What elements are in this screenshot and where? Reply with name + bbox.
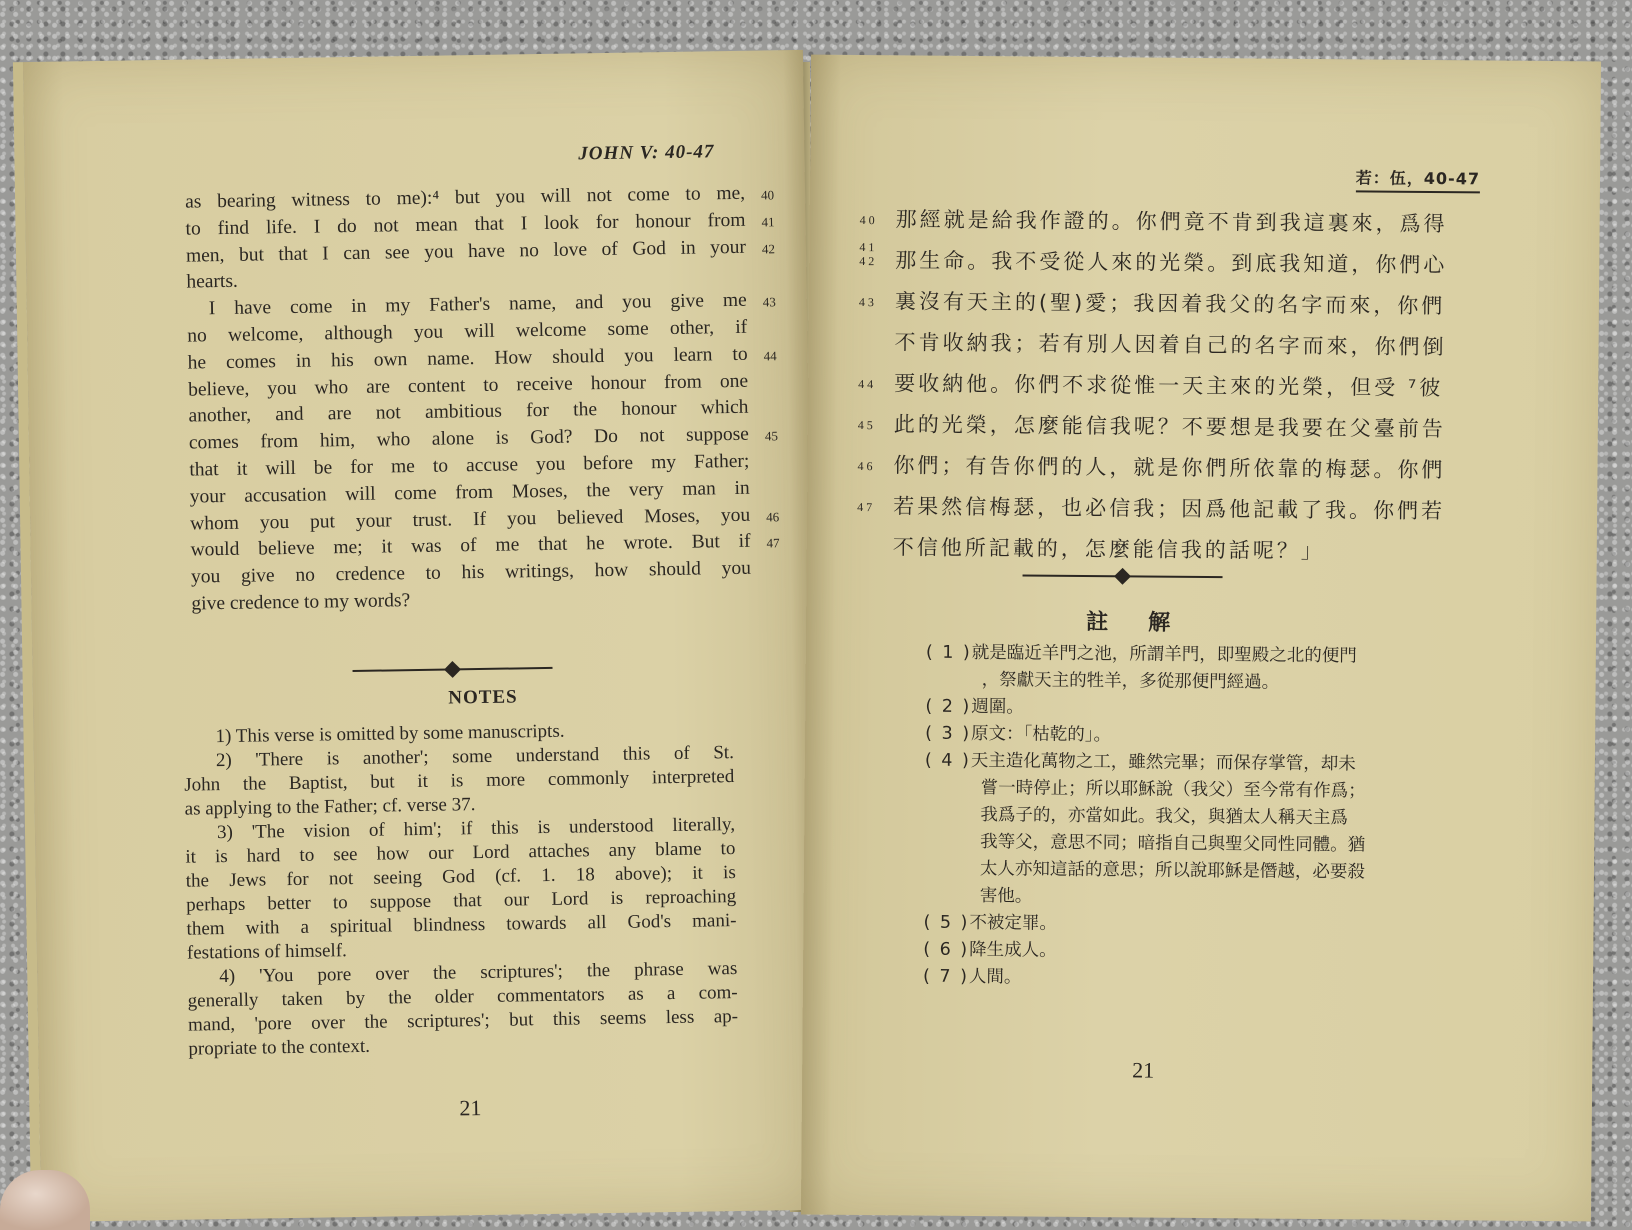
- line-text: your accusation will come from Moses, the very man in: [190, 478, 750, 508]
- running-head-right: 若：伍，40-47: [1356, 165, 1480, 193]
- chinese-line: [857, 445, 1417, 491]
- note-label: ( 5 ): [923, 913, 969, 933]
- line-text: 那經就是給我作證的。你們竟不肯到我這裏來，爲得: [896, 207, 1448, 236]
- chinese-notes-list: [923, 640, 1446, 996]
- line-text: whom you put your trust. If you believed Moses, you: [190, 504, 750, 534]
- line-text: 不肯收納我；若有別人因着自己的名字而來，你們倒: [894, 330, 1446, 359]
- note-line: 2) 'There is another'; some understand this of St.: [184, 741, 734, 774]
- line-text: 若果然信梅瑟，也必信我；因爲他記載了我。你們若: [893, 494, 1445, 523]
- note-line: 4) 'You pore over the scriptures'; the phrase was: [187, 957, 737, 990]
- notes-list: [183, 717, 738, 1062]
- english-text: [185, 181, 752, 618]
- line-text: you give no credence to his writings, how should you: [191, 558, 751, 588]
- note-text: 天主造化萬物之工，雖然完畢；而保存掌管，却未: [971, 751, 1356, 774]
- line-text: 你們；有告你們的人，就是你們所依靠的梅瑟。你們: [893, 453, 1445, 482]
- chinese-line: [859, 199, 1419, 245]
- right-page: [801, 55, 1601, 1222]
- chinese-line: [858, 404, 1418, 450]
- verse-number: 47: [857, 500, 875, 514]
- line-text: I have come in my Father's name, and you give me: [209, 290, 747, 319]
- verse-number: 42: [762, 236, 786, 263]
- note-line: 1) This verse is omitted by some manuscripts.: [183, 717, 733, 750]
- note-line: 3) 'The vision of him'; if this is understood literally,: [185, 813, 735, 846]
- line-text: 此的光榮，怎麼能信我呢？不要想是我要在父臺前告: [894, 412, 1446, 441]
- verse-number: 43: [859, 295, 877, 309]
- chinese-text: [857, 199, 1420, 573]
- verse-number: 41: [761, 209, 785, 236]
- line-text: 不信他所記載的，怎麼能信我的話呢？」: [893, 535, 1325, 563]
- note-line: them with a spiritual blindness towards all God's mani-: [186, 909, 736, 942]
- line-text: as bearing witness to me):⁴ but you will not come to me,: [185, 183, 745, 213]
- note-label: ( 1 ): [926, 643, 972, 663]
- line-text: believe, you who are content to receive honour from one: [188, 370, 748, 400]
- line-text: no welcome, although you will welcome some other, if: [187, 317, 747, 347]
- line-text: 裏沒有天主的(聖)愛；我因着我父的名字而來，你們: [895, 289, 1446, 318]
- note-label: ( 2 ): [925, 697, 971, 717]
- line-text: another, and are not ambitious for the honour which: [188, 397, 748, 427]
- line-text: comes from him, who alone is God? Do not suppose: [189, 424, 749, 454]
- note-line: generally taken by the older commentators as a com-: [188, 981, 738, 1014]
- note-text: ，祭獻天主的牲羊，多從那便門經過。: [982, 670, 1280, 693]
- running-head-left: JOHN V: 40-47: [578, 141, 714, 165]
- notes-heading: NOTES: [363, 685, 603, 711]
- note-text: 我等父，意思不同；暗指自己與聖父同性同體。猶: [980, 832, 1365, 855]
- note-text: 降生成人。: [969, 940, 1057, 961]
- note-text: 嘗一時停止；所以耶穌說（我父）至今常有作爲；: [981, 778, 1366, 801]
- note-text: 人間。: [969, 967, 1022, 987]
- note-line: perhaps better to suppose that our Lord is reproaching: [186, 885, 736, 918]
- page-number-right: 21: [1132, 1057, 1154, 1083]
- line-text: give credence to my words?: [191, 590, 410, 614]
- note-line: as applying to the Father; cf. verse 37.: [185, 789, 735, 822]
- line-text: would believe me; it was of me that he wrote. But if: [190, 531, 750, 561]
- note-text: 不被定罪。: [969, 913, 1057, 934]
- note-line: mand, 'pore over the scriptures'; but this seems less ap-: [188, 1005, 738, 1038]
- page-number-left: 21: [459, 1095, 481, 1121]
- notes-heading-chinese: 註解: [1086, 605, 1210, 637]
- chinese-line: [857, 527, 1417, 573]
- verse-number: 47: [766, 530, 790, 557]
- note-line: festations of himself.: [187, 933, 737, 966]
- verse-number: 40: [860, 213, 878, 227]
- note-text: 我爲子的，亦當如此。我父，與猶太人稱天主爲: [980, 805, 1348, 828]
- note-line: propriate to the context.: [188, 1029, 738, 1062]
- verse-number: 45: [765, 423, 789, 450]
- verse-number: 46: [766, 504, 790, 531]
- line-text: men, but that I can see you have no love of God in your: [186, 236, 746, 266]
- chinese-note-line: [923, 964, 1443, 996]
- note-text: 原文：「枯乾的」。: [971, 724, 1111, 745]
- note-label: ( 4 ): [925, 751, 971, 771]
- note-line: it is hard to see how our Lord attaches any blame to: [185, 837, 735, 870]
- line-text: that it will be for me to accuse you before my Father;: [189, 451, 749, 481]
- note-label: ( 6 ): [923, 940, 969, 960]
- note-text: 太人亦知這話的意思；所以說耶穌是僭越，必要殺: [980, 859, 1365, 882]
- verse-number: 41 42: [859, 240, 877, 268]
- verse-number: 44: [858, 377, 876, 391]
- note-line: the Jews for not seeing God (cf. 1. 18 above); it is: [186, 861, 736, 894]
- line-text: 要收納他。你們不求從惟一天主來的光榮，但受 ⁷彼: [894, 371, 1443, 400]
- verse-number: 43: [763, 289, 787, 316]
- line-text: hearts.: [186, 271, 238, 293]
- note-line: John the Baptist, but it is more commonly interpreted: [184, 765, 734, 798]
- line-text: he comes in his own name. How should you learn to: [188, 344, 748, 374]
- note-text: 週圍。: [971, 697, 1024, 717]
- chinese-line: [858, 363, 1418, 409]
- ornament-diamond: [444, 661, 461, 678]
- verse-number: 40: [761, 182, 785, 209]
- chinese-line: [859, 281, 1419, 327]
- verse-number: 44: [763, 343, 787, 370]
- note-text: 就是臨近羊門之池，所謂羊門，即聖殿之北的便門: [972, 643, 1357, 666]
- chinese-line: [858, 322, 1418, 368]
- line-text: 那生命。我不受從人來的光榮。到底我知道，你們心: [895, 248, 1447, 277]
- chinese-line: [857, 486, 1417, 532]
- chinese-line: [859, 240, 1419, 286]
- left-page: [13, 50, 821, 1222]
- note-label: ( 3 ): [925, 724, 971, 744]
- verse-number: 45: [858, 418, 876, 432]
- line-text: to find life. I do not mean that I look for honour from: [185, 210, 745, 240]
- note-text: 害他。: [980, 886, 1033, 906]
- note-label: ( 7 ): [923, 967, 969, 987]
- verse-number: 46: [857, 459, 875, 473]
